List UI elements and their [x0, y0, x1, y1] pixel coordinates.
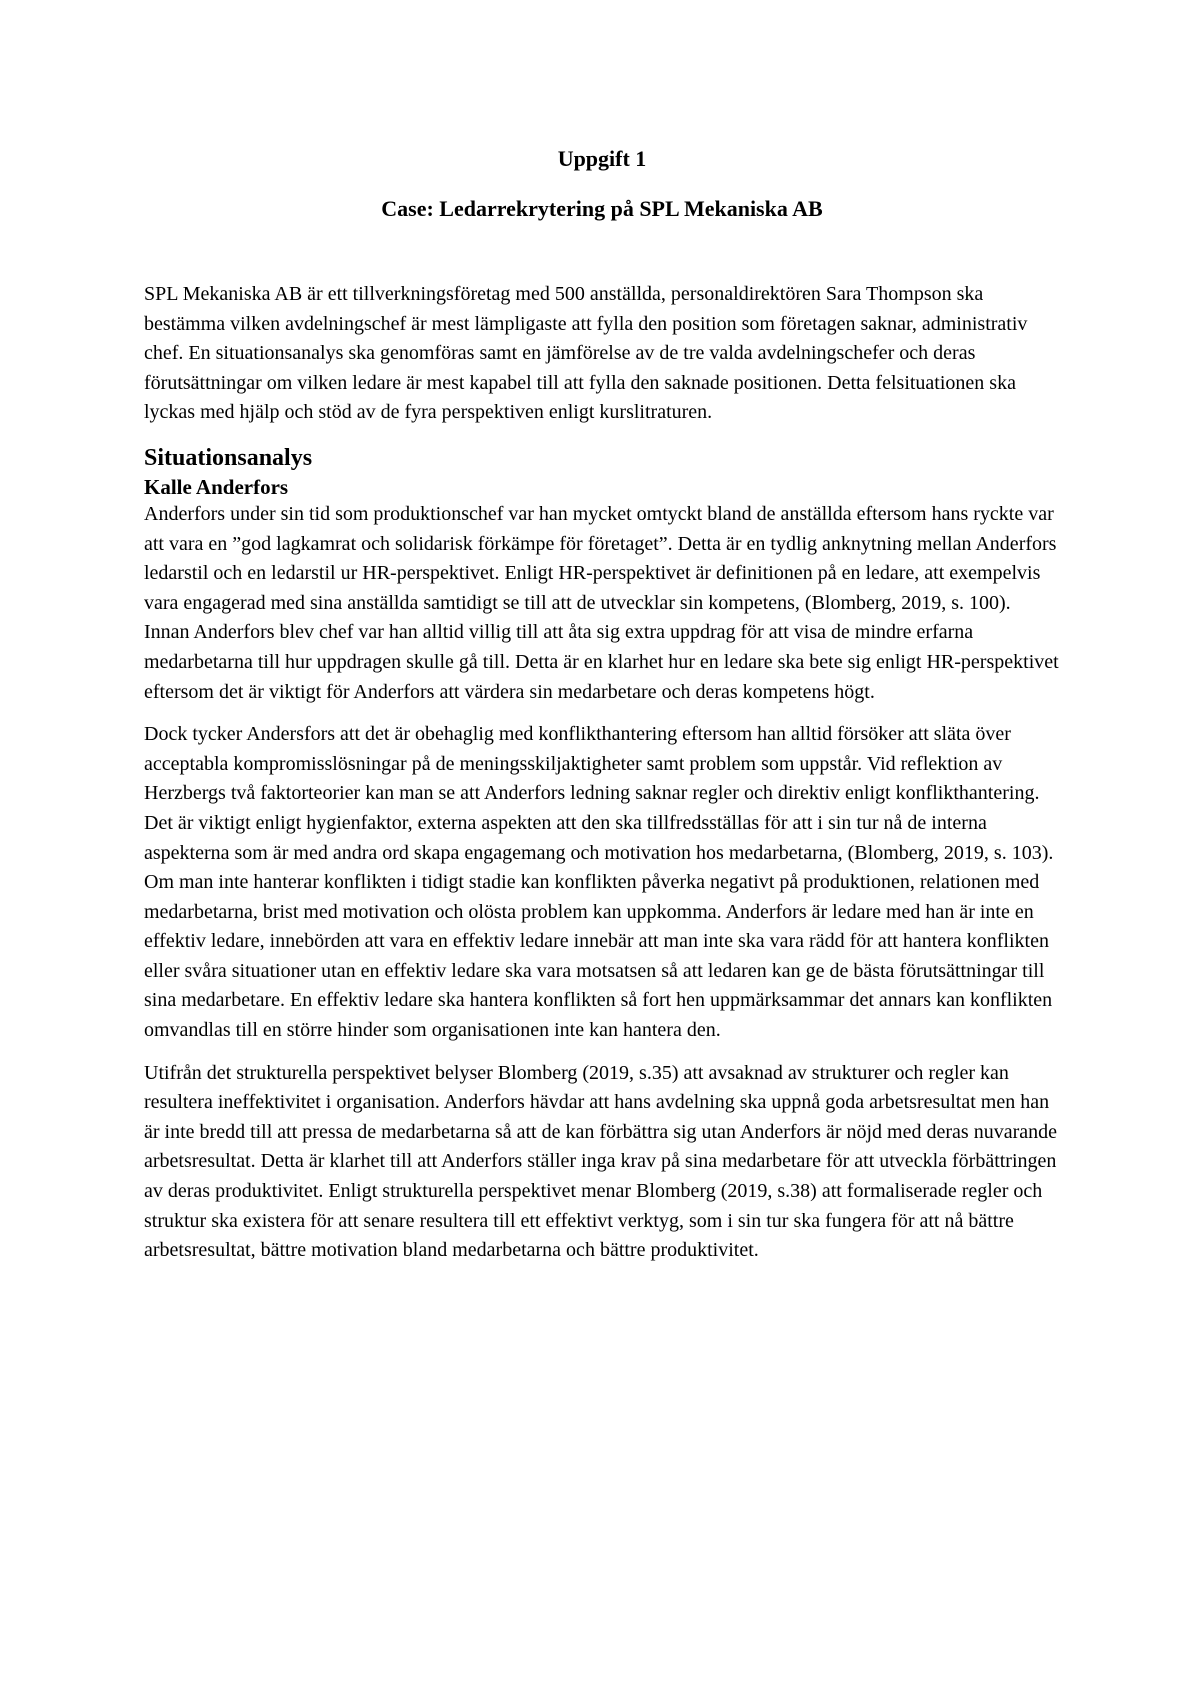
body-paragraph-2: Dock tycker Andersfors att det är obehaglig med konflikthantering eftersom han alltid försöker att släta över acceptabla kompromisslösningar på de meningsskiljaktigheter samt problem som uppstår. Vid reflektion av Herzbergs två faktorteorier kan man se att Anderfors ledning saknar regler och direktiv enligt konflikthantering. Det är viktigt enligt hygienfaktor, externa aspekten att den ska tillfredsställas för att i sin tur nå de interna aspekterna som är med andra ord skapa engagemang och motivation hos medarbetarna, (Blomberg, 2019, s. 103). Om man inte hanterar konflikten i tidigt stadie kan konflikten påverka negativt på produktionen, relationen med medarbetarna, brist med motivation och olösta problem kan uppkomma. Anderfors är ledare med han är inte en effektiv ledare, innebörden att vara en effektiv ledare innebär att man inte ska vara rädd för att hantera konflikten eller svåra situationer utan en effektiv ledare ska vara motsatsen så att ledaren kan ge de bästa förutsättningar till sina medarbetare. En effektiv ledare ska hantera konflikten så fort hen uppmärksammar det annars kan konflikten omvandlas till en större hinder som organisationen inte kan hantera den.: [144, 723, 1054, 1042]
document-content: [144, 146, 1060, 1266]
document-subtitle: Case: Ledarrekrytering på SPL Mekaniska AB: [381, 196, 823, 221]
document-title: Uppgift 1: [557, 146, 647, 171]
section-heading: Situationsanalys: [144, 444, 313, 471]
subsection-heading: Kalle Anderfors: [144, 474, 289, 499]
body-paragraph-1: Anderfors under sin tid som produktionschef var han mycket omtyckt bland de anställda eftersom hans ryckte var att vara en ”god lagkamrat och solidarisk förkämpe för företaget”. Detta är en tydlig anknytning mellan Anderfors ledarstil och en ledarstil ur HR-perspektivet. Enligt HR-perspektivet är definitionen på en ledare, att exempelvis vara engagerad med sina anställda samtidigt se till att de utvecklar sin kompetens, (Blomberg, 2019, s. 100). Innan Anderfors blev chef var han alltid villig till att åta sig extra uppdrag för att visa de mindre erfarna medarbetarna till hur uppdragen skulle gå till. Detta är en klarhet hur en ledare ska bete sig enligt HR-perspektivet eftersom det är viktigt för Anderfors att värdera sin medarbetare och deras kompetens högt.: [144, 502, 1059, 703]
body-paragraph-3: Utifrån det strukturella perspektivet belyser Blomberg (2019, s.35) att avsaknad av strukturer och regler kan resultera ineffektivitet i organisation. Anderfors hävdar att hans avdelning ska uppnå goda arbetsresultat men han är inte bredd till att pressa de medarbetarna så att de kan förbättra sig utan Anderfors är nöjd med deras nuvarande arbetsresultat. Detta är klarhet till att Anderfors ställer inga krav på sina medarbetare för att utveckla förbättringen av deras produktivitet. Enligt strukturella perspektivet menar Blomberg (2019, s.38) att formaliserade regler och struktur ska existera för att senare resultera till ett effektivt verktyg, som i sin tur ska fungera för att nå bättre arbetsresultat, bättre motivation bland medarbetarna och bättre produktivitet.: [144, 1061, 1057, 1262]
intro-paragraph: SPL Mekaniska AB är ett tillverkningsföretag med 500 anställda, personaldirektören Sara Thompson ska bestämma vilken avdelningschef är mest lämpligaste att fylla den position som företagen saknar, administrativ chef. En situationsanalys ska genomföras samt en jämförelse av de tre valda avdelningschefer och deras förutsättningar om vilken ledare är mest kapabel till att fylla den saknade positionen. Detta felsituationen ska lyckas med hjälp och stöd av de fyra perspektiven enligt kurslitraturen.: [144, 283, 1028, 424]
